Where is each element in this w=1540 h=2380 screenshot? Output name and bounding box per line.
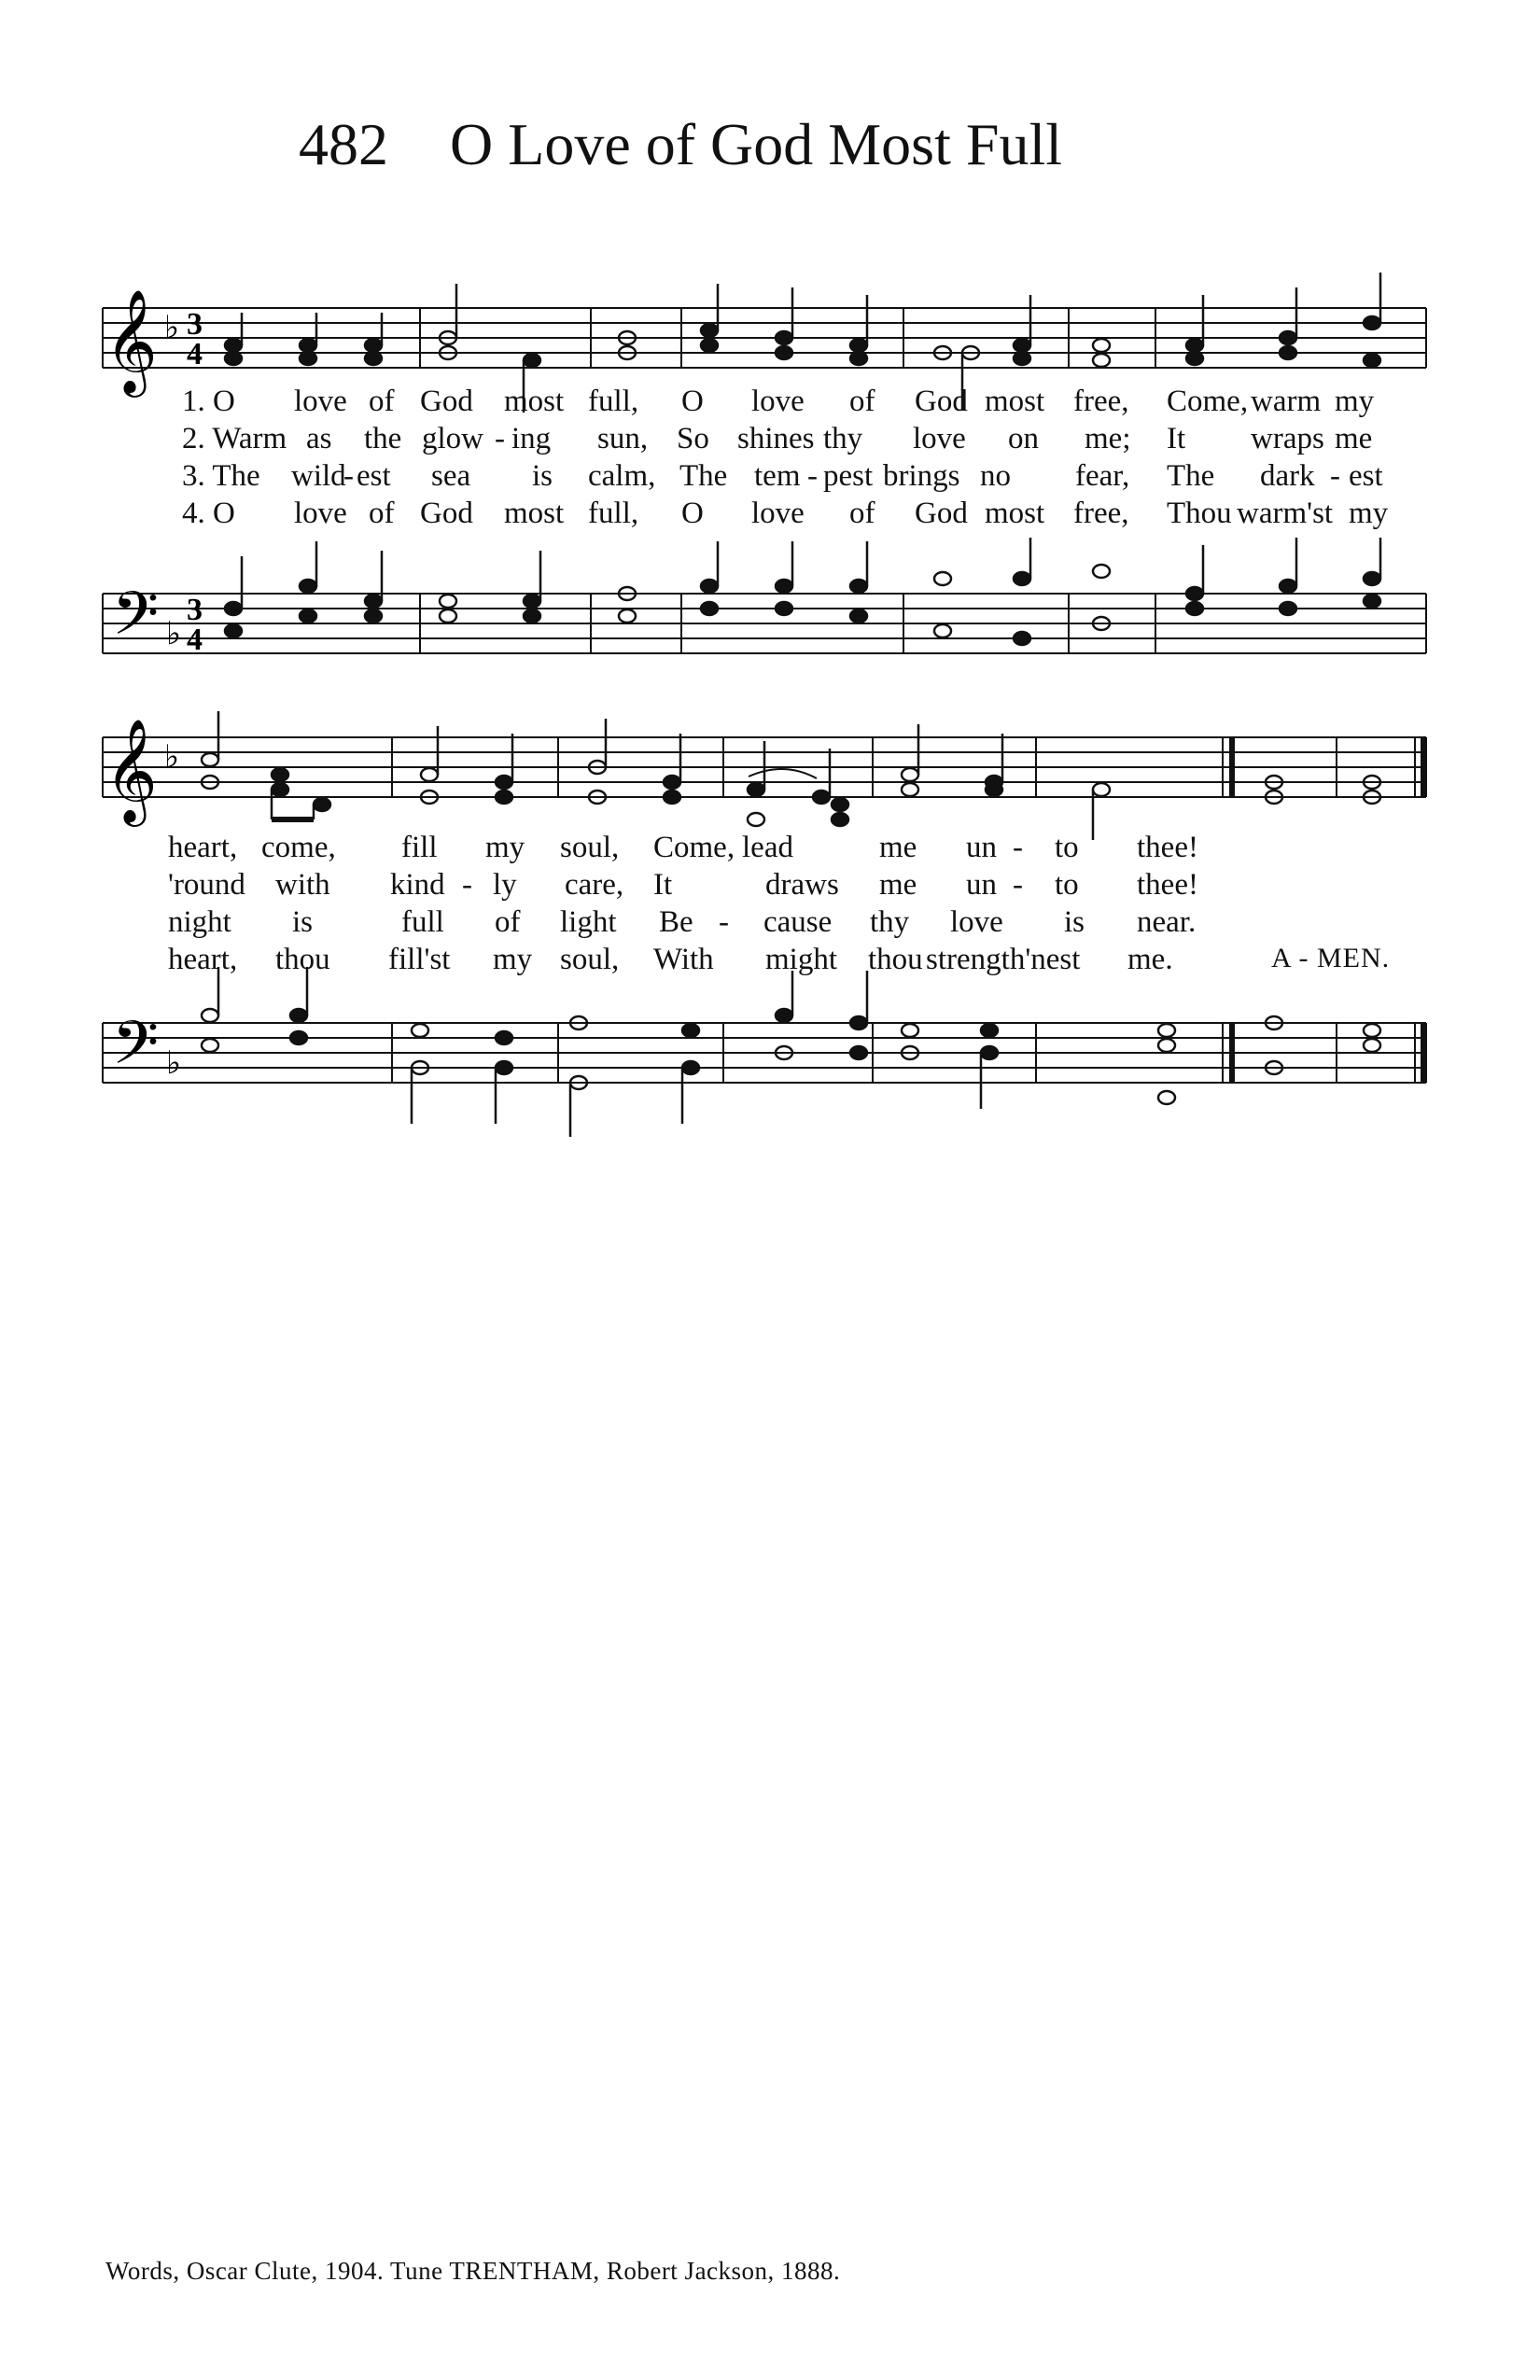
syllable: most bbox=[504, 497, 565, 530]
syllable: soul, bbox=[560, 943, 620, 976]
syllable: un bbox=[966, 831, 997, 864]
syllable: me; bbox=[1085, 422, 1131, 455]
syllable: to bbox=[1055, 831, 1079, 864]
syllable: calm, bbox=[588, 459, 656, 493]
syllable: dark bbox=[1260, 459, 1315, 493]
syllable: my bbox=[1349, 497, 1389, 530]
syllable: - bbox=[343, 459, 354, 493]
syllable: Come, bbox=[653, 831, 735, 864]
hymn-header bbox=[299, 110, 1062, 179]
syllable: full, bbox=[588, 385, 639, 418]
syllable: wraps bbox=[1251, 422, 1324, 455]
syllable: of bbox=[849, 385, 875, 418]
syllable: warm bbox=[1251, 385, 1322, 418]
syllable: Come, bbox=[1167, 385, 1249, 418]
syllable: most bbox=[504, 385, 565, 418]
syllable: love bbox=[294, 385, 347, 418]
syllable: heart, bbox=[168, 943, 238, 976]
svg-text:♭: ♭ bbox=[166, 1044, 182, 1082]
syllable: might bbox=[765, 943, 838, 976]
syllable: come, bbox=[261, 831, 336, 864]
syllable: my bbox=[493, 943, 533, 976]
syllable: 3. The bbox=[182, 459, 260, 493]
syllable: light bbox=[560, 905, 617, 939]
syllable: God bbox=[915, 385, 968, 418]
syllable: fill bbox=[401, 831, 438, 864]
syllable: With bbox=[653, 943, 714, 976]
hymn-title: O Love of God Most Full bbox=[450, 111, 1062, 177]
syllable: God bbox=[915, 497, 968, 530]
syllable: - bbox=[495, 422, 505, 455]
syllable: The bbox=[679, 459, 728, 493]
music-system-1 bbox=[93, 261, 1437, 691]
syllable: cause bbox=[763, 905, 833, 939]
syllable: love bbox=[294, 497, 347, 530]
syllable: near. bbox=[1137, 905, 1197, 939]
syllable: - bbox=[719, 905, 729, 939]
syllable: - bbox=[462, 868, 472, 902]
svg-text:♭: ♭ bbox=[166, 615, 182, 652]
hymn-number: 482 bbox=[299, 111, 388, 177]
syllable: The bbox=[1167, 459, 1215, 493]
syllable: shines bbox=[737, 422, 815, 455]
syllable: me bbox=[879, 831, 917, 864]
syllable: thou bbox=[868, 943, 923, 976]
syllable: thee! bbox=[1137, 868, 1198, 902]
syllable: sea bbox=[431, 459, 471, 493]
syllable: It bbox=[1167, 422, 1186, 455]
credits-footer: Words, Oscar Clute, 1904. Tune TRENTHAM, Robert Jackson, 1888. bbox=[105, 2257, 841, 2285]
syllable: - bbox=[1330, 459, 1340, 493]
syllable: un bbox=[966, 868, 997, 902]
syllable: So bbox=[677, 422, 709, 455]
syllable: my bbox=[485, 831, 525, 864]
syllable: ly bbox=[493, 868, 517, 902]
syllable: love bbox=[950, 905, 1003, 939]
syllable: me bbox=[879, 868, 917, 902]
syllable: brings bbox=[883, 459, 960, 493]
svg-text:4: 4 bbox=[187, 337, 203, 371]
syllable: of bbox=[369, 497, 395, 530]
syllable: love bbox=[913, 422, 966, 455]
svg-text:3: 3 bbox=[187, 307, 203, 342]
syllable: free, bbox=[1073, 385, 1129, 418]
treble-clef-icon: 𝄞 bbox=[105, 288, 158, 393]
syllable: soul, bbox=[560, 831, 620, 864]
syllable: love bbox=[751, 497, 805, 530]
syllable: of bbox=[849, 497, 875, 530]
syllable: God bbox=[420, 385, 473, 418]
syllable: 4. O bbox=[182, 497, 235, 530]
syllable: full bbox=[401, 905, 444, 939]
syllable: ing bbox=[511, 422, 552, 455]
syllable: is bbox=[292, 905, 314, 939]
syllable: with bbox=[275, 868, 330, 902]
syllable: kind bbox=[390, 868, 445, 902]
svg-text:3: 3 bbox=[187, 593, 203, 627]
syllable: fill'st bbox=[388, 943, 451, 976]
syllable: is bbox=[1064, 905, 1085, 939]
syllable: Thou bbox=[1167, 497, 1232, 530]
syllable: tem bbox=[754, 459, 801, 493]
syllable: heart, bbox=[168, 831, 238, 864]
bass-clef-icon: 𝄢 bbox=[112, 1009, 160, 1093]
syllable: God bbox=[420, 497, 473, 530]
syllable: 1. O bbox=[182, 385, 235, 418]
syllable: to bbox=[1055, 868, 1079, 902]
syllable: pest bbox=[823, 459, 874, 493]
syllable: thee! bbox=[1137, 831, 1198, 864]
syllable: care, bbox=[565, 868, 624, 902]
syllable: the bbox=[364, 422, 402, 455]
syllable: warm'st bbox=[1237, 497, 1334, 530]
svg-text:♭: ♭ bbox=[164, 738, 180, 776]
syllable: O bbox=[681, 497, 704, 530]
syllable: sun, bbox=[597, 422, 649, 455]
syllable: - bbox=[807, 459, 818, 493]
syllable: strength'nest bbox=[926, 943, 1081, 976]
syllable: night bbox=[168, 905, 231, 939]
syllable: most bbox=[985, 497, 1045, 530]
syllable: It bbox=[653, 868, 673, 902]
syllable: est bbox=[1349, 459, 1383, 493]
syllable: no bbox=[980, 459, 1011, 493]
syllable: of bbox=[495, 905, 521, 939]
syllable: Be bbox=[659, 905, 693, 939]
svg-text:4: 4 bbox=[187, 623, 203, 657]
amen-text: A - MEN. bbox=[1271, 943, 1391, 973]
syllable: 2. Warm bbox=[182, 422, 287, 455]
syllable: thy bbox=[823, 422, 863, 455]
syllable: me. bbox=[1127, 943, 1173, 976]
syllable: 'round bbox=[168, 868, 245, 902]
syllable: thou bbox=[275, 943, 330, 976]
treble-clef-icon: 𝄞 bbox=[105, 718, 158, 822]
syllable: glow bbox=[422, 422, 483, 455]
syllable: wild bbox=[291, 459, 346, 493]
syllable: is bbox=[532, 459, 553, 493]
syllable: my bbox=[1335, 385, 1375, 418]
syllable: as bbox=[306, 422, 332, 455]
bass-clef-icon: 𝄢 bbox=[112, 580, 160, 664]
music-system-2 bbox=[93, 691, 1437, 1139]
syllable: most bbox=[985, 385, 1045, 418]
syllable: O bbox=[681, 385, 704, 418]
syllable: full, bbox=[588, 497, 639, 530]
syllable: fear, bbox=[1075, 459, 1130, 493]
syllable: est bbox=[357, 459, 391, 493]
svg-text:♭: ♭ bbox=[164, 309, 180, 346]
syllable: - bbox=[1013, 868, 1023, 902]
syllable: thy bbox=[870, 905, 910, 939]
syllable: on bbox=[1008, 422, 1039, 455]
syllable: free, bbox=[1073, 497, 1129, 530]
syllable: - bbox=[1013, 831, 1023, 864]
syllable: of bbox=[369, 385, 395, 418]
syllable: love bbox=[751, 385, 805, 418]
syllable: lead bbox=[742, 831, 793, 864]
syllable: me bbox=[1335, 422, 1373, 455]
syllable: draws bbox=[765, 868, 839, 902]
